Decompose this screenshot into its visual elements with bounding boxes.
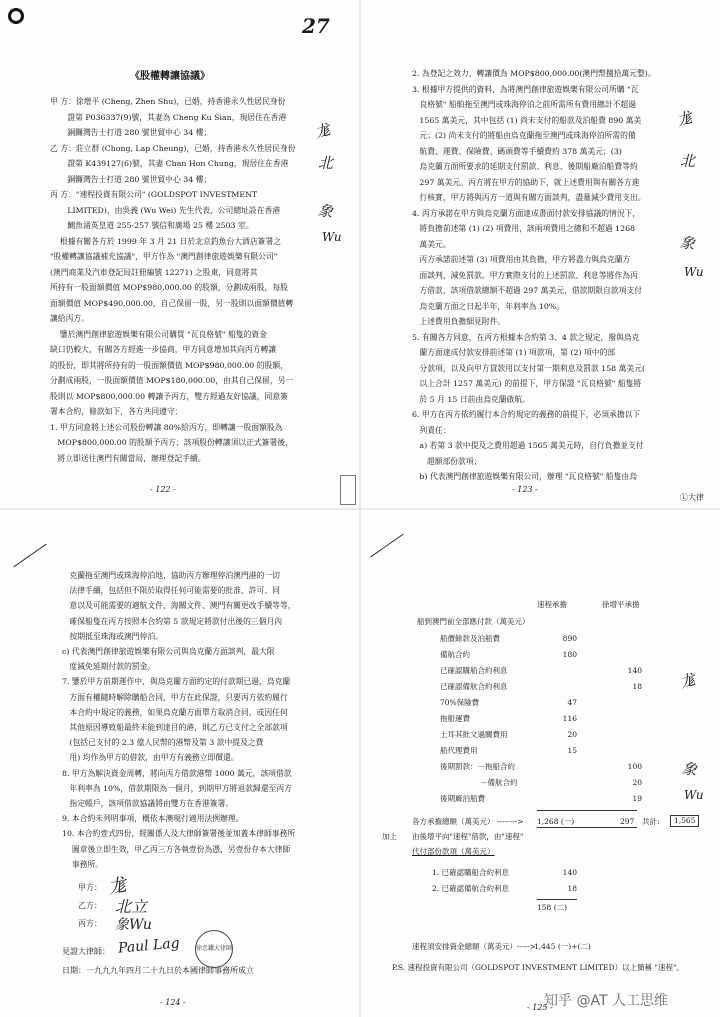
table-row-label: 備航合約	[440, 650, 470, 659]
text-line: 證第 K439127(6)號，其妻 Chan Hon Chung，現居住在香港	[50, 159, 289, 168]
text-line: 銅鑼灣告士打道 280 號世貿中心 34 樓；	[50, 128, 212, 137]
document-page-122	[0, 0, 358, 508]
text-line: 圖章後立即生效，甲乙丙三方各執壹份為憑，另壹份存本大律師	[62, 844, 291, 854]
text-line: 度減免延期付款的罰金。	[62, 662, 156, 672]
text-line: 將立即送往澳門有關當局，辦理登記手續。	[50, 453, 206, 463]
party-label: 乙方：	[78, 901, 102, 910]
page-footer: - 123 -	[512, 485, 538, 494]
table-row-label: 後期廠泊船費	[440, 794, 485, 803]
signature-mark: 北立	[115, 897, 148, 916]
text-line: 丙 方："速程投資有限公司" (GOLDSPOT INVESTMENT	[50, 190, 258, 199]
table-cell-xu: 100	[627, 762, 642, 771]
text-line: 萬美元。	[412, 239, 451, 249]
table-row-label: 已確認備航合約利息	[440, 682, 508, 691]
text-line: 年利率為 10%，借款期限為一個月，到期甲方將退款歸還至丙方	[62, 783, 292, 793]
pen-stroke-mark	[370, 534, 403, 558]
text-line: 方面有權隨時解除購船合同，甲方在此保證，只要丙方依約履行	[62, 692, 288, 702]
table-row-label: 土耳其批文過關費用	[440, 730, 508, 739]
text-line: 的股份，即其將所持有的一股面額價值 MOP$980,000.00 的股額，	[50, 360, 288, 370]
signature-mark: 尨	[678, 670, 698, 692]
text-line: 意以及可能需要的適航文件、海關文件、澳門有關更改手續等等，	[62, 601, 296, 611]
loan-total: 158 (二)	[537, 903, 568, 912]
text-line: 根據有關各方於 1999 年 3 月 21 日於北京釣魚台大酒店簽署之	[50, 236, 282, 246]
text-line: 面額價值 MOP$490,000.00，自己保留一股，另一股則以面額價值轉	[50, 298, 294, 308]
punch-hole-icon	[8, 8, 24, 24]
text-line: 297 萬美元。丙方將在甲方的協助下，就上述費用與有關各方進	[412, 177, 640, 187]
page-number-stamp: 27	[302, 14, 330, 38]
page-footer: - 122 -	[150, 485, 176, 494]
text-line: 證第 P036337(9)號，其妻為 Cheng Ku Sian，現居住在香港	[50, 112, 287, 122]
table-cell-goldspot: 15	[567, 746, 577, 755]
stamp-mark	[340, 475, 356, 505]
table-row-label: －備航合約	[480, 778, 518, 787]
table-rule	[537, 899, 577, 900]
text-line: 讓給丙方。	[50, 314, 89, 323]
add-text: 由後增平向"速程"借款，由"速程"	[412, 832, 524, 841]
text-line: 烏克蘭方面所要求的延期支付罰款、利息、後期船廠泊船費等約	[412, 162, 638, 171]
table-cell-goldspot: 47	[567, 698, 577, 707]
text-line: 指定帳戶，該項借款協議將由雙方在香港簽署。	[62, 799, 234, 808]
party-label: 甲方：	[78, 883, 102, 892]
text-line: 於 5 月 15 日前由烏克蘭啟航。	[412, 394, 530, 404]
page-title: 《股權轉讓協議》	[130, 71, 210, 82]
text-line: 乙 方：莊立群 (Chong, Lap Cheung)，已婚，持香港永久性居民身份	[50, 143, 296, 153]
text-line: 7. 鑒於甲方前期運作中，與烏克蘭方面約定的付款期已過，烏克蘭	[62, 677, 291, 687]
document-page-123	[302, 0, 720, 508]
text-line: 5. 有關各方同意，在丙方根據本合約第 3、4 款之規定，撥與烏克	[412, 332, 640, 342]
signing-date: 日期：一九九九年四月二十九日於本國律師事務所成立	[62, 966, 254, 975]
signature-mark: 象Wu	[115, 917, 152, 933]
table-cell-xu: 20	[632, 778, 642, 787]
text-line: (包括已支付的 2.3 億人民幣的港幣及第 3 款中提及之費	[62, 738, 264, 748]
watermark: 知乎 @AT 人工思维	[544, 993, 668, 1009]
page-footer: - 125 -	[527, 1003, 553, 1012]
text-line: 分款項，以及向甲方貸款用以支付第一期利息及罰款 158 萬美元(	[412, 363, 646, 373]
text-line: 列責任：	[412, 425, 451, 435]
col-header-goldspot: 速程承擔	[537, 600, 567, 609]
signature-mark: 北	[318, 154, 334, 172]
text-line: 將負擔前述第 (1) (2) 項費用，該兩項費用之總和不超過 1268	[412, 224, 636, 233]
text-line: 其他原因導致船最終未能到達目的港，則乙方已支付之全部款項	[62, 723, 288, 732]
document-page-124	[0, 510, 358, 1017]
text-line: a) 若第 3 款中提及之費用超過 1565 萬美元時，自行負擔並支付	[412, 441, 644, 450]
total-label: 各方承擔總額（萬美元）	[412, 817, 495, 826]
ps-note: P.S. 速程投資有限公司（GOLDSPOT INVESTMENT LIMITED）以上簡稱 "速程"。	[392, 963, 684, 972]
text-line: 分劃成兩股，一股面額價值 MOP$180,000.00，由其自己保留，另一	[50, 376, 294, 385]
text-line: 所持有一股面額價值 MOP$980,000.00 的股額，分劃成兩股，每股	[50, 283, 288, 292]
table-row-label: 船代理費用	[440, 746, 478, 755]
text-line: LIMITED)，由吳義 (Wu Wei) 先生代表，公司總址設在香港	[50, 205, 281, 215]
text-line: 9. 本合約未列明事項，概依本澳現行適用法例辦理。	[62, 814, 244, 824]
text-line: 3. 根據甲方提供的資料，為將澳門創律旅遊娛樂有限公司所購 "瓦	[412, 84, 639, 94]
signature-mark: 尨	[106, 874, 128, 899]
text-line: 1. 甲方同意將上述公司股份轉讓 80%給丙方，即轉讓一股面額股為	[50, 422, 283, 432]
text-line: 10. 本合約壹式四份，經關係人及大律師簽署後並加蓋本律師事務所	[62, 829, 296, 839]
party-label: 丙方：	[78, 919, 102, 928]
text-line: (澳門商業及汽車登記局註冊編號 12271) 之股東，同意將其	[50, 267, 258, 277]
total-arrow: -------->	[497, 817, 524, 826]
text-line: 鑒於澳門創律旅遊娛樂有限公司購買 "瓦良格號" 船隻的資金	[50, 329, 267, 339]
text-line: c) 代表澳門創律旅遊娛樂有限公司與烏克蘭方面談判，最大限	[62, 647, 275, 656]
text-line: 上述費用負擔細見附件。	[412, 317, 506, 326]
text-line: 克蘭拖至澳門或珠海停泊地，協助丙方辦理停泊澳門港的一切	[62, 571, 280, 580]
text-line: 署本合約，條款如下，各方共同遵守：	[50, 407, 183, 416]
text-line: 行核實，甲方將與丙方一道與有關方面談判，盡量減少費用支出。	[412, 193, 646, 202]
table-row-label: 船價餘款及泊船費	[440, 634, 500, 643]
text-line: 鰂魚涌英皇道 255-257 號信和廣場 25 樓 2503 室。	[50, 221, 254, 230]
section-heading: 船到澳門前全部應付款（萬美元）	[417, 617, 530, 626]
table-row-label: 拖船運費	[440, 714, 470, 723]
text-line: 方借款，該項借款總額不超過 297 萬美元，借款期限自款項支付	[412, 286, 642, 295]
loan-row-value: 18	[567, 884, 577, 893]
text-line: 銅鑼灣告士打道 280 號世貿中心 34 樓；	[50, 174, 212, 184]
text-line: 以上合計 1257 萬美元) 的前提下，甲方保證 "瓦良格號" 船隻將	[412, 379, 642, 388]
col-header-xu: 徐增平承擔	[602, 600, 640, 609]
text-line: 甲 方：徐增平 (Cheng, Zhen Shu)，已婚，持香港永久性居民身份	[50, 97, 286, 106]
text-line: 烏克蘭方面之日起半年，年利率為 10%。	[412, 301, 564, 311]
text-line: 超額部份款項；	[412, 456, 482, 466]
signature-mark: Wu	[684, 265, 704, 279]
text-line: 1565 萬美元，其中包括 (1) 尚未支付的船款及泊船費 890 萬美	[412, 115, 642, 125]
witness-label: 見證大律師：	[62, 947, 110, 956]
signature-mark: 北	[680, 152, 696, 170]
text-line: 蘭方面達成付款安排前述第 (1) 項款項，第 (2) 項中的部	[412, 348, 616, 357]
text-line: 法律手續，包括但不限於取得任何可能需要的批准、許可、同	[62, 586, 280, 596]
loan-row-label: 1. 已確認購船合約利息	[432, 868, 510, 877]
text-line: 面談判，減免罰款。甲方實際支付的上述罰款、利息等將作為丙	[412, 270, 638, 280]
table-cell-xu: 19	[632, 794, 642, 803]
text-line: 用) 均作為甲方的借款，由甲方有義務立即償還。	[62, 753, 239, 763]
text-line: 8. 甲方為解決資金周轉，將向丙方借款港幣 1000 萬元，該項借款	[62, 768, 292, 778]
text-line: 確保船隻在丙方按照本合約第 5 款規定將款付出後的三個月內	[62, 616, 283, 626]
text-line: 航費、運費、保險費、碼頭費等手續費約 378 萬美元；(3)	[412, 146, 622, 156]
text-line: 4. 丙方承諾在甲方與烏克蘭方面達成書面付款安排協議的情況下，	[412, 208, 641, 218]
table-row-label: 70%保險費	[440, 698, 480, 707]
grand-value: 1,445 (一)+(二)	[534, 942, 591, 951]
total-xu: 297	[620, 817, 635, 826]
signature-mark: Wu	[684, 788, 704, 802]
lawyer-signature: Paul Lag	[117, 935, 181, 957]
text-line: "股權轉讓協議補充協議"，甲方作為 "澳門創律旅遊娛樂有限公司"	[50, 252, 278, 261]
table-rule	[537, 810, 637, 811]
table-cell-goldspot: 890	[562, 634, 577, 643]
table-cell-xu: 140	[627, 666, 642, 675]
page-footer: - 124 -	[160, 998, 186, 1007]
pen-stroke-mark	[13, 544, 46, 568]
text-line: 本合約中規定的義務，如果烏克蘭方面單方取消合同，或因任何	[62, 707, 288, 717]
add-text-2: 代付部份款項（萬美元）	[412, 847, 495, 856]
signature-mark: 尨	[675, 108, 695, 130]
firm-seal: 徐忠鐵大律師	[195, 930, 233, 968]
total-all-value: 1,565	[670, 815, 699, 827]
text-line: 事務所。	[62, 859, 104, 869]
table-rule	[537, 827, 637, 828]
total-goldspot: 1,268 (一)	[537, 817, 575, 826]
grand-label: 速程須安排資金總額（萬美元）----->	[412, 942, 536, 951]
document-page-125	[362, 510, 720, 1017]
table-row-label: 已確認購船合約利息	[440, 666, 508, 675]
add-prefix: 加上	[382, 832, 397, 841]
text-line: 2. 為登記之效力，轉讓價為 MOP$800,000.00(澳門幣捌拾萬元整)。	[412, 69, 656, 78]
text-line: MOP$800,000.00 的股額予丙方；該項股份轉讓須以正式簽署後，	[50, 438, 293, 447]
signature-mark: 象	[680, 758, 699, 780]
signature-mark: 象	[316, 200, 335, 222]
loan-row-label: 2. 已確認備航合約利息	[432, 884, 510, 893]
signature-mark: 象	[678, 232, 697, 254]
text-line: 良格號" 船舶拖至澳門或珠海停泊之前所需所有費用總計不超過	[412, 100, 637, 109]
table-cell-xu: 18	[632, 682, 642, 691]
signature-mark: Wu	[322, 230, 342, 244]
page-corner-mark: Ⓛ大律	[680, 493, 704, 502]
text-line: 按期抵至珠海或澳門停泊。	[62, 631, 163, 641]
text-line: 6. 甲方在丙方依約履行本合約規定的義務的前提下，必須承擔以下	[412, 410, 641, 419]
text-line: 股則以 MOP$800,000.00 轉讓予丙方，雙方經過友好協議，同意簽	[50, 391, 288, 401]
total-all-label: 共計:	[642, 817, 660, 826]
text-line: b) 代表澳門創律旅遊娛樂有限公司，辦理 "瓦良格號" 船隻由烏	[412, 472, 637, 481]
text-line: 丙方承諾前述第 (3) 項費用由其負擔，甲方將盡力與烏克蘭方	[412, 255, 631, 264]
text-line: 元；(2) 尚未支付的將船由烏克蘭拖至澳門或珠海停泊所需的備	[412, 131, 636, 140]
text-line: 缺口仍較大，有關各方經進一步協商，甲方同意增加其向丙方轉讓	[50, 345, 277, 354]
signature-mark: 尨	[313, 120, 333, 142]
table-cell-goldspot: 180	[562, 650, 577, 659]
table-cell-goldspot: 20	[567, 730, 577, 739]
table-cell-goldspot: 116	[562, 714, 577, 723]
table-row-label: 後期罰款：－拖船合約	[440, 762, 515, 771]
loan-row-value: 140	[562, 868, 577, 877]
